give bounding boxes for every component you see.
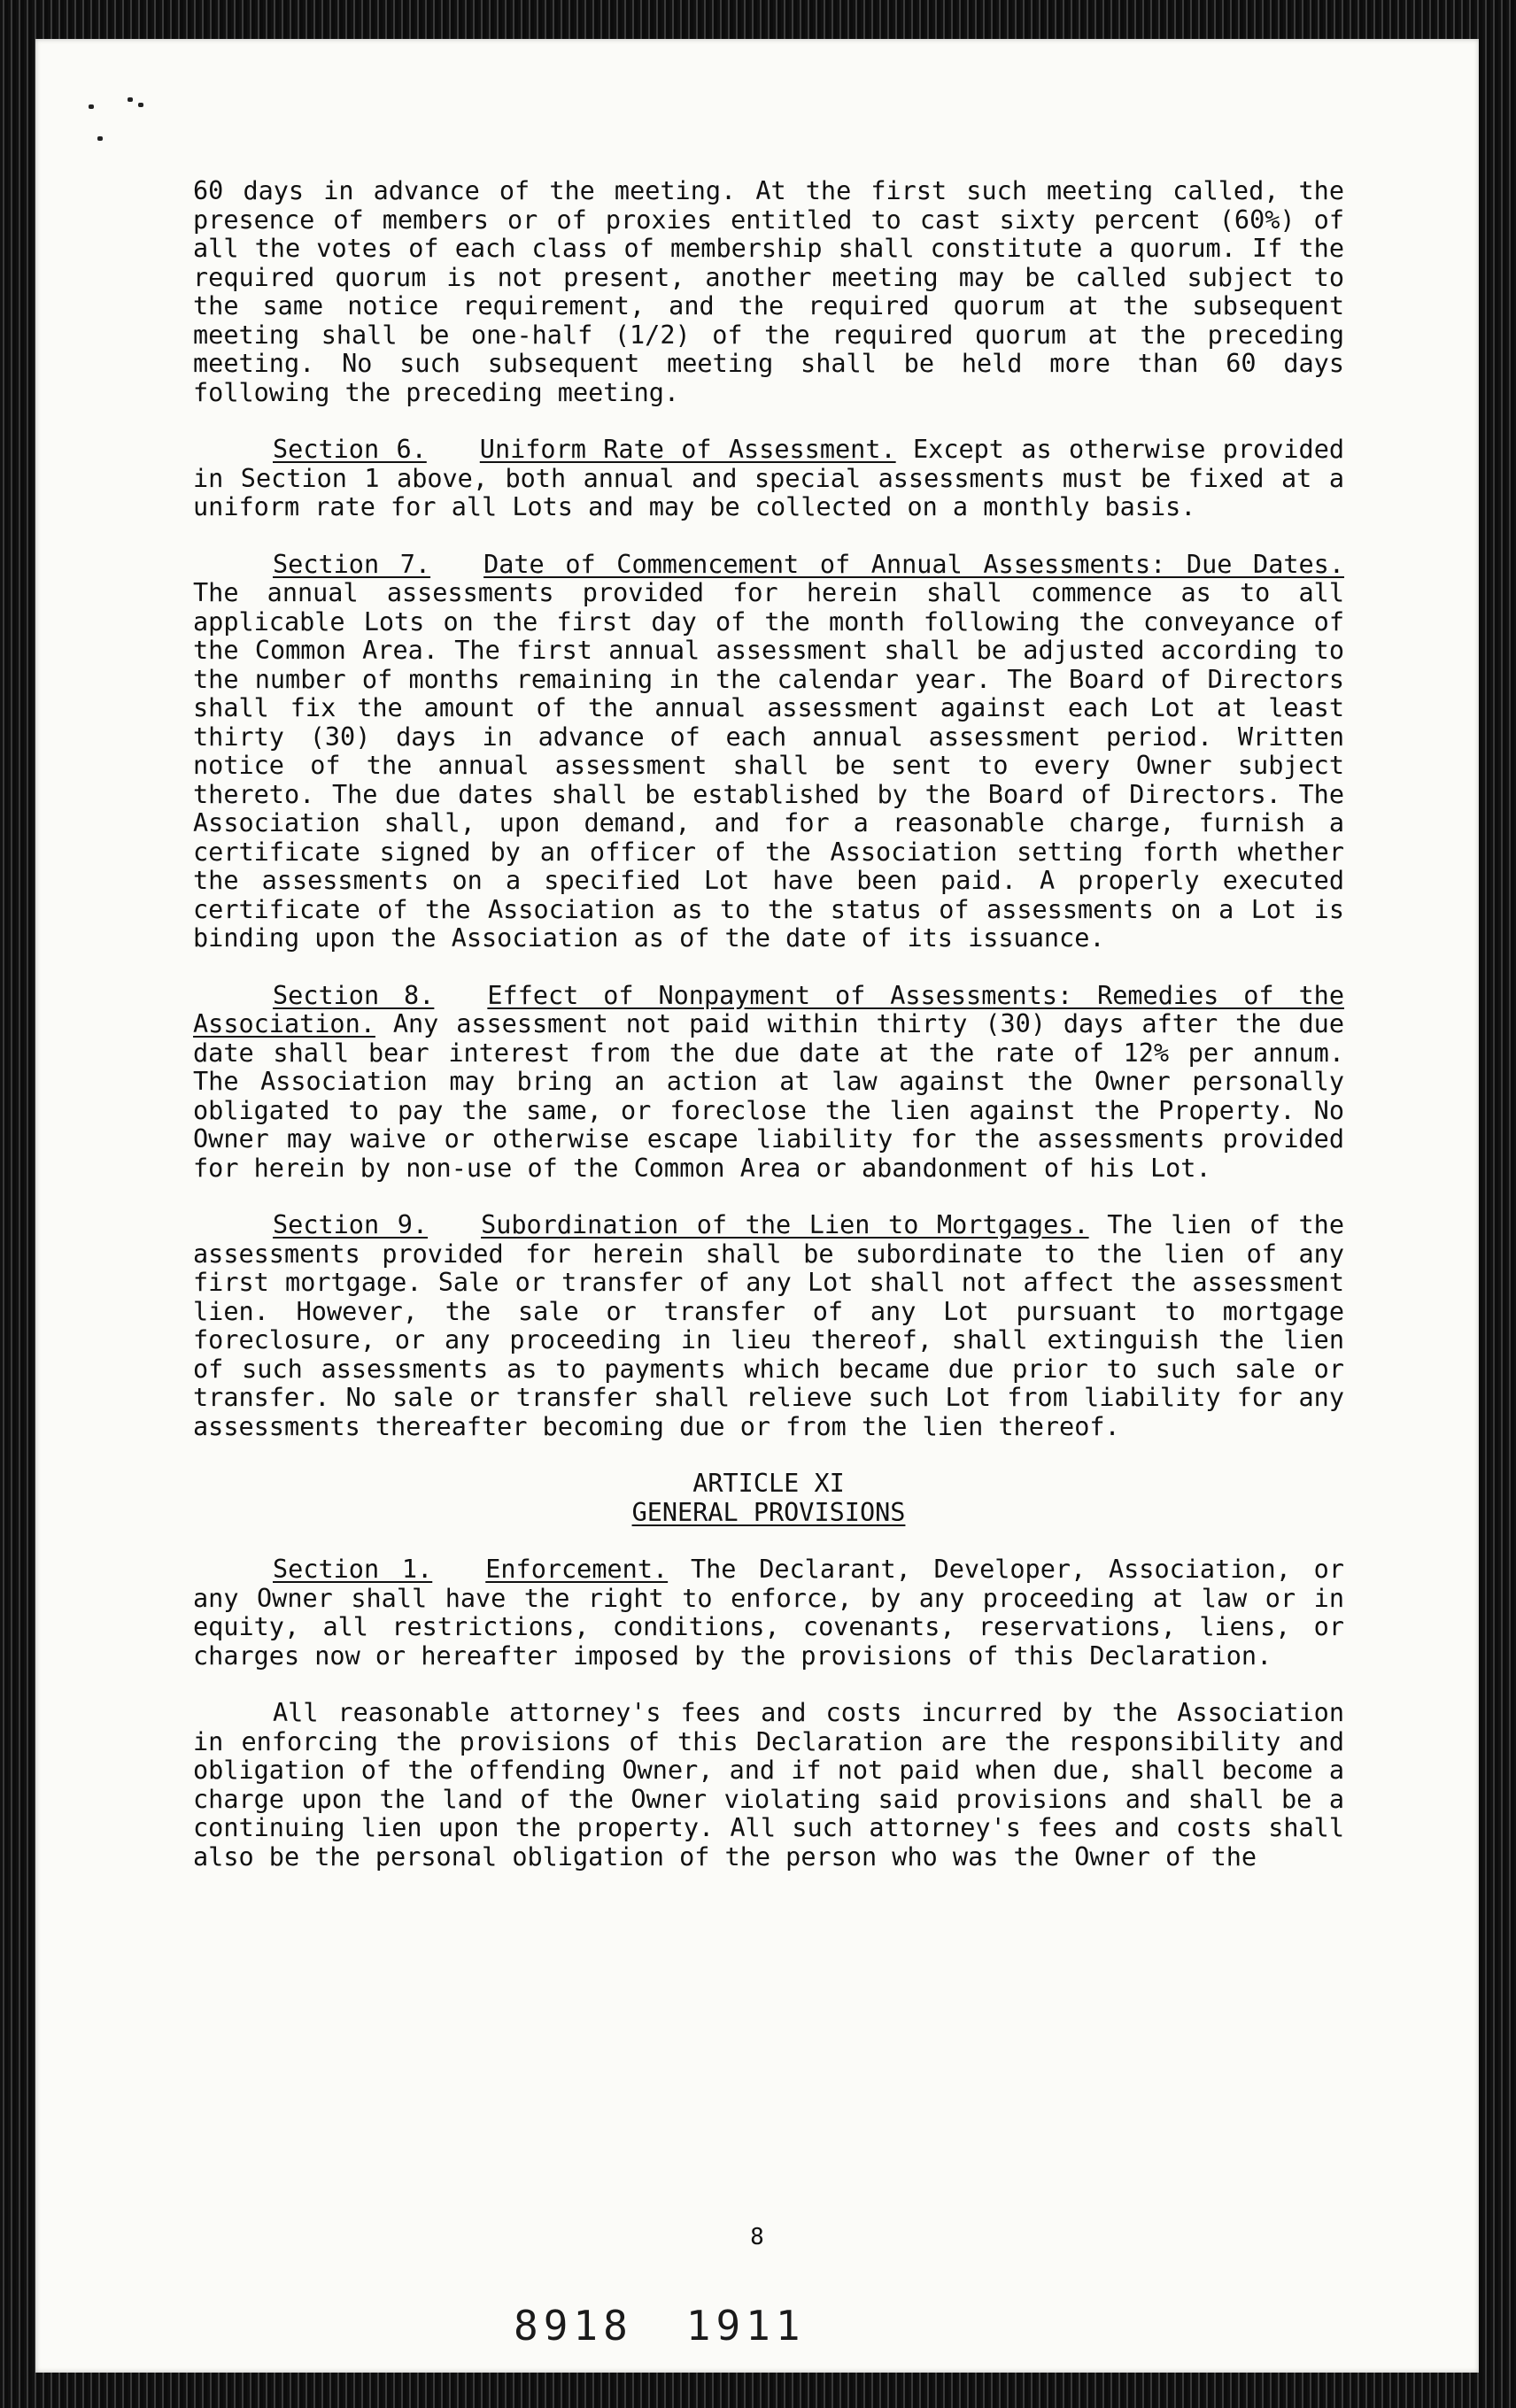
section-9 [193, 1211, 1344, 1441]
article-section-1-title: Enforcement. [485, 1555, 669, 1584]
section-8-title: Effect of Nonpayment of Assessments: Remedies of the Association. [193, 980, 1344, 1038]
closing-paragraph-text: All reasonable attorney's fees and costs incurred by the Association in enforcing the provisions of this Declaration are the responsibility and obligation of the offending Owner, and if not paid when due, shall become a charge upon the land of the Owner violating said provisions and shall be a continuing lien upon the property. All such attorney's fees and costs shall also be the personal obligation of the person who was the Owner of the [193, 1698, 1344, 1872]
article-number: ARTICLE XI [692, 1469, 845, 1498]
section-9-body: The lien of the assessments provided for herein shall be subordinate to the lien of any first mortgage. Sale or transfer of any Lot shall not affect the assessment lien. However, the sale or transfer of any Lot pursuant to mortgage foreclosure, or any proceeding in lieu thereof, shall extinguish the lien of such assessments as to payments which became due prior to such sale or transfer. No sale or transfer shall relieve such Lot from liability for any assessments thereafter becoming due or from the lien thereof. [193, 1210, 1344, 1441]
article-section-1 [193, 1555, 1344, 1671]
page-number: 8 [750, 2224, 764, 2250]
section-9-number: Section 9. [273, 1210, 429, 1239]
speck [128, 97, 133, 102]
section-7 [193, 551, 1344, 953]
article-title: GENERAL PROVISIONS [631, 1497, 906, 1527]
article-section-1-number: Section 1. [273, 1555, 433, 1584]
document-page [35, 39, 1479, 2373]
stamp-book-number: 8918 [514, 2302, 633, 2350]
article-section-1-body: The Declarant, Developer, Association, or any Owner shall have the right to enforce, by any proceeding at law or in equity, all restrictions, conditions, covenants, reservations, liens, or charges now or hereafter imposed by the provisions of this Declaration. [193, 1555, 1344, 1671]
closing-paragraph [193, 1699, 1344, 1872]
speck [89, 104, 94, 109]
article-heading [193, 1470, 1344, 1527]
document-body [193, 177, 1344, 1900]
section-8-number: Section 8. [273, 980, 435, 1010]
section-7-number: Section 7. [273, 549, 431, 579]
section-6-number: Section 6. [273, 435, 427, 464]
opening-paragraph: 60 days in advance of the meeting. At the first such meeting called, the presence of members or of proxies entitled to cast sixty percent (60%) of all the votes of each class of membership shall constitute a quorum. If the required quorum is not present, another meeting may be called subject to the same notice requirement, and the required quorum at the subsequent meeting shall be one-half (1/2) of the required quorum at the preceding meeting. No such subsequent meeting shall be held more than 60 days following the preceding meeting. [193, 176, 1344, 407]
section-7-body: The annual assessments provided for herein shall commence as to all applicable Lots on the first day of the month following the conveyance of the Common Area. The first annual assessment shall be adjusted according to the number of months remaining in the calendar year. The Board of Directors shall fix the amount of the annual assessment against each Lot at least thirty (30) days in advance of each annual assessment period. Written notice of the annual assessment shall be sent to every Owner subject thereto. The due dates shall be established by the Board of Directors. The Association shall, upon demand, and for a reasonable charge, furnish a certificate signed by an officer of the Association setting forth whether the assessments on a specified Lot have been paid. A properly executed certificate of the Association as to the status of assessments on a Lot is binding upon the Association as of the date of its issuance. [193, 578, 1344, 953]
section-8-body: Any assessment not paid within thirty (30) days after the due date shall bear interest from the due date at the rate of 12% per annum. The Association may bring an action at law against the Owner personally obligated to pay the same, or foreclose the lien against the Property. No Owner may waive or otherwise escape liability for the assessments provided for herein by non-use of the Common Area or abandonment of his Lot. [193, 1009, 1344, 1183]
scan-specks [89, 92, 159, 154]
stamp-page-number: 1911 [685, 2302, 806, 2350]
section-9-title: Subordination of the Lien to Mortgages. [481, 1210, 1089, 1239]
recording-stamp [514, 2302, 806, 2350]
section-8 [193, 982, 1344, 1184]
section-6 [193, 436, 1344, 522]
section-7-title: Date of Commencement of Annual Assessments: Due Dates. [483, 549, 1344, 579]
speck [97, 136, 103, 141]
speck [138, 103, 143, 107]
section-6-body: Except as otherwise provided in Section 1 above, both annual and special assessments must be fixed at a uniform rate for all Lots and may be collected on a monthly basis. [193, 435, 1345, 521]
section-6-title: Uniform Rate of Assessment. [479, 435, 896, 464]
